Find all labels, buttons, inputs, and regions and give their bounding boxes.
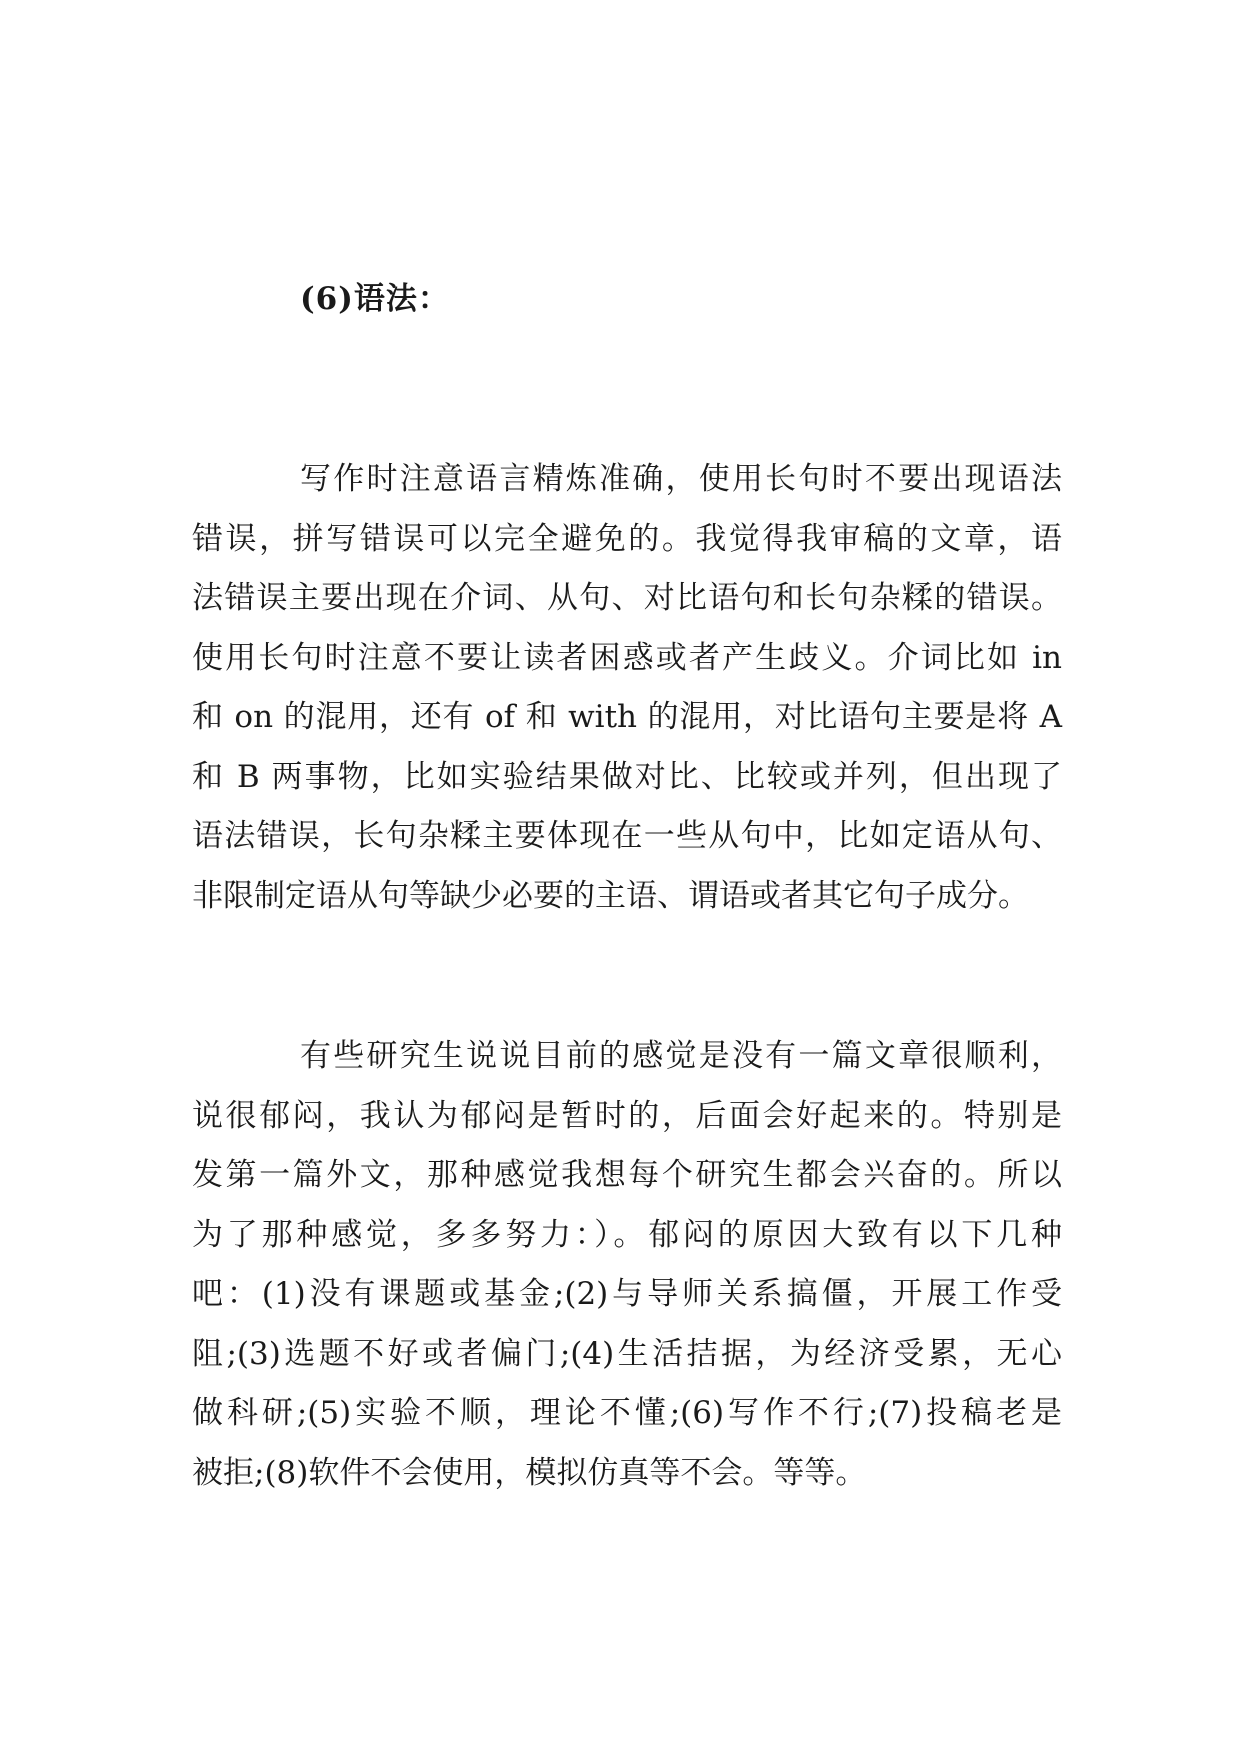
paragraph-line: 和 on 的混用，还有 of 和 with 的混用，对比语句主要是将 A xyxy=(192,699,1062,735)
paragraph-line: 发第一篇外文，那种感觉我想每个研究生都会兴奋的。所以 xyxy=(192,1157,1062,1193)
section-heading: (6)语法： xyxy=(300,281,450,317)
paragraph-line: 阻;(3)选题不好或者偏门;(4)生活拮据，为经济受累，无心 xyxy=(192,1335,1062,1372)
paragraph-line: 被拒;(8)软件不会使用，模拟仿真等不会。等等。 xyxy=(192,1454,867,1491)
paragraph-line: 有些研究生说说目前的感觉是没有一篇文章很顺利， xyxy=(300,1038,1062,1074)
paragraph-line: 为了那种感觉，多多努力：）。郁闷的原因大致有以下几种 xyxy=(192,1216,1062,1253)
paragraph-line: 错误，拼写错误可以完全避免的。我觉得我审稿的文章，语 xyxy=(192,520,1062,557)
paragraph-line: 说很郁闷，我认为郁闷是暂时的，后面会好起来的。特别是 xyxy=(192,1097,1062,1134)
paragraph-line: 使用长句时注意不要让读者困惑或者产生歧义。介词比如 in xyxy=(192,639,1062,676)
paragraph-line: 和 B 两事物，比如实验结果做对比、比较或并列，但出现了 xyxy=(192,758,1062,795)
paragraph-line: 做科研;(5)实验不顺，理论不懂;(6)写作不行;(7)投稿老是 xyxy=(192,1395,1062,1431)
paragraph-frustration xyxy=(192,1027,1062,1503)
paragraph-grammar xyxy=(192,450,1062,926)
paragraph-line: 法错误主要出现在介词、从句、对比语句和长句杂糅的错误。 xyxy=(192,580,1062,616)
paragraph-line: 语法错误，长句杂糅主要体现在一些从句中，比如定语从句、 xyxy=(192,818,1062,854)
paragraph-line: 非限制定语从句等缺少必要的主语、谓语或者其它句子成分。 xyxy=(192,877,1029,914)
paragraph-line: 吧：(1)没有课题或基金;(2)与导师关系搞僵，开展工作受 xyxy=(192,1276,1062,1312)
paragraph-line: 写作时注意语言精炼准确，使用长句时不要出现语法 xyxy=(300,461,1062,497)
